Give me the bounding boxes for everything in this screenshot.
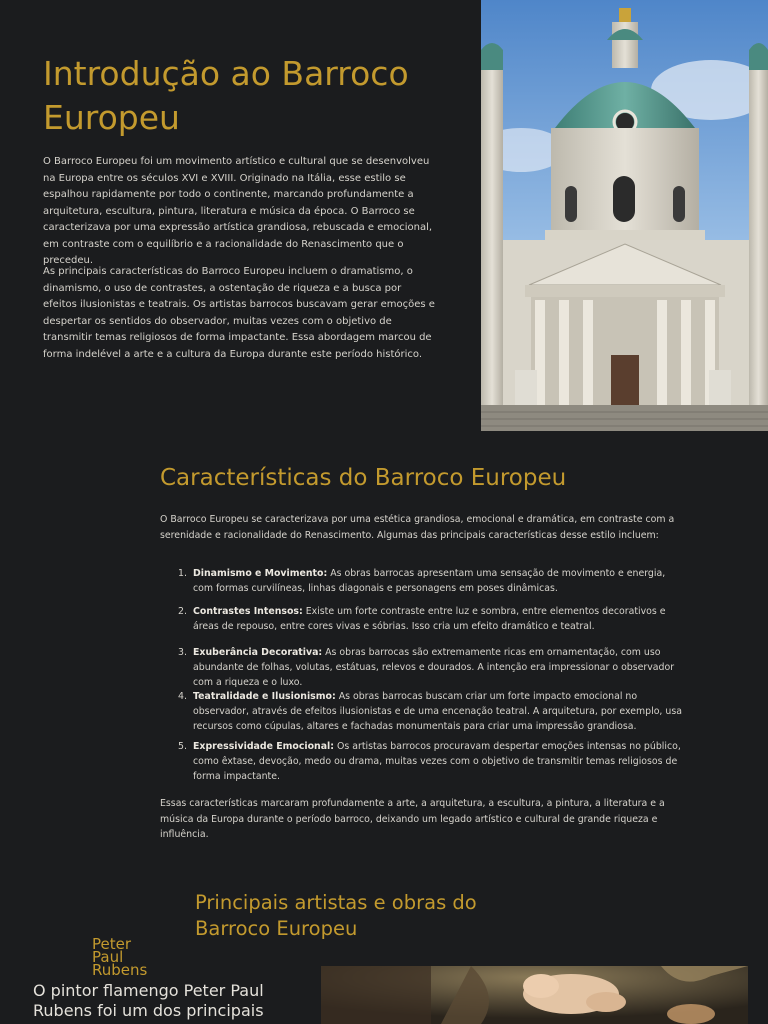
list-item-term: Expressividade Emocional: bbox=[193, 741, 335, 752]
rubens-painting bbox=[321, 966, 748, 1024]
list-item-text: As obras barrocas são extremamente ricas em ornamentação, com uso abundante de folhas, volutas, estátuas, relevos e dourados. A intenção era impressionar o observador com a riqueza e o luxo. bbox=[193, 647, 675, 689]
list-item-number: 1. bbox=[178, 568, 187, 579]
artist-name-rubens: Peter Paul Rubens bbox=[92, 935, 148, 979]
list-item-text: Existe um forte contraste entre luz e sombra, entre elementos decorativos e áreas de repouso, entre cores vivas e sóbrias. Isso cria um efeito dramático e teatral. bbox=[193, 606, 666, 633]
list-item-number: 5. bbox=[178, 741, 187, 752]
artists-heading: Principais artistas e obras do Barroco Europeu bbox=[195, 891, 477, 940]
karlskirche-photo bbox=[481, 0, 768, 431]
list-item-term: Teatralidade e Ilusionismo: bbox=[193, 691, 336, 702]
list-item-number: 4. bbox=[178, 691, 187, 702]
characteristics-heading: Características do Barroco Europeu bbox=[160, 465, 567, 491]
list-item-text: As obras barrocas apresentam uma sensação de movimento e energia, com formas curvilíneas, linhas diagonais e personagens em poses dinâmicas. bbox=[193, 568, 666, 595]
list-item-text: As obras barrocas buscam criar um forte impacto emocional no observador, através de efeitos ilusionistas e de uma encenação teatral. A arquitetura, por exemplo, usa recursos como cúpulas, altares e fachadas monumentais para criar uma impressão grandiosa. bbox=[193, 691, 682, 733]
characteristics-conclusion: Essas características marcaram profundamente a arte, a arquitetura, a escultura, a pintura, a literatura e a música da Europa durante o período barroco, deixando um legado artístico e cultural de grande riqueza e influência. bbox=[160, 798, 665, 840]
list-item-number: 2. bbox=[178, 606, 187, 617]
list-item-text: Os artistas barrocos procuravam despertar emoções intensas no público, como êxtase, devoção, medo ou drama, muitas vezes com o objetivo de transmitir temas religiosos de forma impactante. bbox=[193, 741, 681, 783]
characteristics-intro: O Barroco Europeu se caracterizava por uma estética grandiosa, emocional e dramática, em contraste com a serenidade e racionalidade do Renascimento. Algumas das principais características desse estilo incluem: bbox=[160, 514, 675, 541]
intro-paragraph-1: O Barroco Europeu foi um movimento artístico e cultural que se desenvolveu na Europa entre os séculos XVI e XVIII. Originado na Itália, esse estilo se espalhou rapidamente por todo o continente, marcando profundamente a arquitetura, escultura, pintura, literatura e música da época. O Barroco se caracterizava por uma expressão artística grandiosa, rebuscada e emocional, em contraste com o equilíbrio e a racionalidade do Renascimento que o precedeu. bbox=[43, 156, 433, 266]
page-title: Introdução ao Barroco Europeu bbox=[43, 54, 409, 137]
list-item-term: Contrastes Intensos: bbox=[193, 606, 303, 617]
list-item-term: Exuberância Decorativa: bbox=[193, 647, 323, 658]
rubens-description: O pintor flamengo Peter Paul Rubens foi um dos principais bbox=[33, 981, 264, 1020]
list-item-term: Dinamismo e Movimento: bbox=[193, 568, 328, 579]
list-item-number: 3. bbox=[178, 647, 187, 658]
intro-paragraph-2: As principais características do Barroco Europeu incluem o dramatismo, o dinamismo, o uso de contrastes, a ostentação de riqueza e a busca por efeitos ilusionistas e teatrais. Os artistas barrocos buscavam gerar emoções e despertar os sentidos do observador, muitas vezes com o objetivo de transmitir temas religiosos de forma impactante. Essa abordagem marcou de forma indelével a arte e a cultura da Europa durante este período histórico. bbox=[43, 266, 435, 360]
